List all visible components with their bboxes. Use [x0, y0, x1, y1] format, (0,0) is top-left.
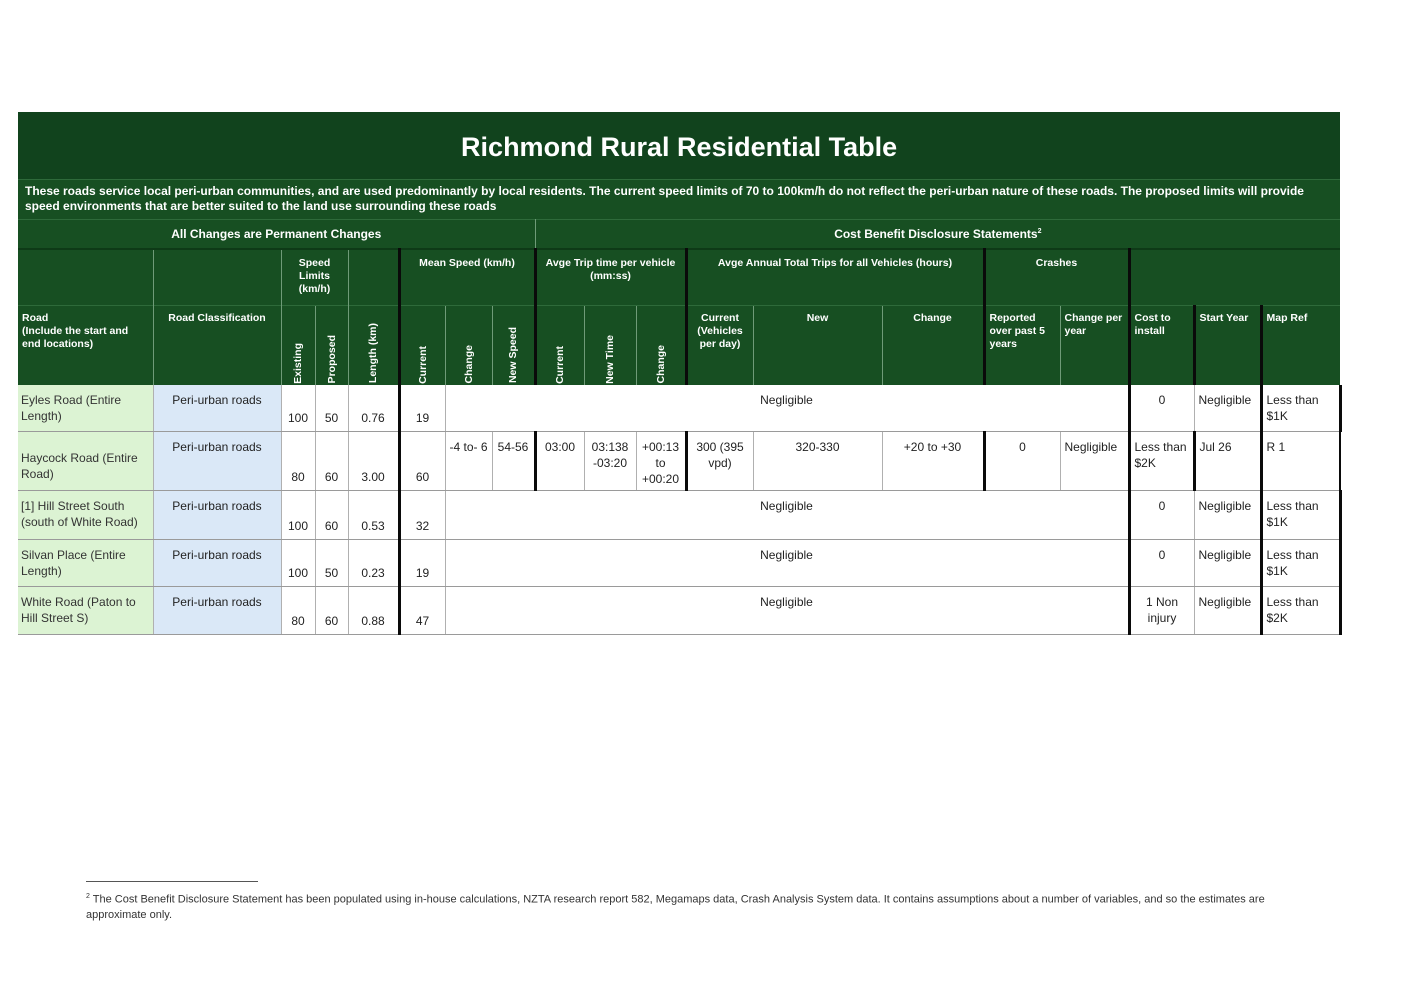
road-classification: Peri-urban roads [153, 539, 281, 586]
mean-speed-current: 60 [399, 431, 445, 490]
table-row [18, 431, 1340, 490]
crashes-reported: 0 [1129, 385, 1194, 431]
col-map-ref: Map Ref [1261, 305, 1340, 385]
col-trip-current-label: Current [554, 345, 566, 384]
existing-limit: 80 [281, 431, 315, 490]
crashes-reported: 0 [1129, 539, 1194, 586]
crashes-reported: 1 Non injury [1129, 586, 1194, 634]
cost-benefit-header [535, 219, 1340, 249]
table-description: These roads service local peri-urban communities, and are used predominantly by local residents. The current speed limits of 70 to 100km/h do not reflect the peri-urban nature of these roads. The proposed limits will provide speed environments that are better suited to the land use surrounding these roads [18, 179, 1340, 219]
start-year: Jul 26 [1194, 431, 1261, 490]
mean-speed-new: 54-56 [492, 431, 535, 490]
negligible-merged-cell: Negligible [445, 539, 1129, 586]
crashes-change: Negligible [1060, 431, 1129, 490]
column-header-row [18, 305, 1340, 385]
col-trip-new-time [584, 305, 636, 385]
road-name: Silvan Place (Entire Length) [18, 539, 153, 586]
footnote-marker: 2 [86, 893, 90, 900]
negligible-merged-cell: Negligible [445, 490, 1129, 539]
mean-speed-current: 19 [399, 539, 445, 586]
road-length: 3.00 [348, 431, 399, 490]
existing-limit: 80 [281, 586, 315, 634]
footnote-divider [86, 881, 258, 882]
road-name: [1] Hill Street South (south of White Road) [18, 490, 153, 539]
footnote [86, 889, 1326, 923]
proposed-limit: 60 [315, 490, 348, 539]
col-trip-new-time-label: New Time [604, 334, 616, 384]
col-length-label: Length (km) [367, 323, 379, 384]
cost-to-install: Less than $2K [1261, 586, 1340, 634]
road-classification: Peri-urban roads [153, 586, 281, 634]
group-blank-road [18, 249, 153, 305]
col-annual-new: New [753, 305, 882, 385]
col-road-classification: Road Classification [153, 305, 281, 385]
group-speed-limits: Speed Limits (km/h) [281, 249, 348, 305]
map-ref: R 1 [1261, 431, 1340, 490]
crashes-change: Negligible [1194, 490, 1261, 539]
col-trip-change [636, 305, 686, 385]
footnote-text: The Cost Benefit Disclosure Statement has been populated using in-house calculations, NZTA research report 582, Megamaps data, Crash Analysis System data. It contains assumptions about a number of variables, and so the estimates are approximate only. [86, 893, 1265, 921]
road-name: Haycock Road (Entire Road) [18, 431, 153, 490]
col-annual-current: Current (Vehicles per day) [686, 305, 753, 385]
col-trip-current [535, 305, 584, 385]
road-classification: Peri-urban roads [153, 490, 281, 539]
col-mean-current-label: Current [416, 345, 429, 384]
road-classification: Peri-urban roads [153, 431, 281, 490]
cost-to-install: Less than $2K [1129, 431, 1194, 490]
group-blank-class [153, 249, 281, 305]
col-road: Road (Include the start and end locations) [18, 305, 153, 385]
proposed-limit: 50 [315, 539, 348, 586]
col-mean-current [399, 305, 445, 385]
road-length: 0.88 [348, 586, 399, 634]
mean-speed-current: 32 [399, 490, 445, 539]
road-name: White Road (Paton to Hill Street S) [18, 586, 153, 634]
crashes-reported: 0 [984, 431, 1060, 490]
col-proposed-label: Proposed [325, 335, 338, 384]
road-length: 0.23 [348, 539, 399, 586]
col-crashes-change: Change per year [1060, 305, 1129, 385]
crashes-change: Negligible [1194, 385, 1261, 431]
col-start-year: Start Year [1194, 305, 1261, 385]
table-row [18, 385, 1340, 431]
group-crashes: Crashes [984, 249, 1129, 305]
group-trip-time: Avge Trip time per vehicle (mm:ss) [535, 249, 686, 305]
road-length: 0.76 [348, 385, 399, 431]
annual-trips-new: 320-330 [753, 431, 882, 490]
cost-to-install: Less than $1K [1261, 385, 1340, 431]
cost-benefit-label: Cost Benefit Disclosure Statements [834, 226, 1038, 241]
col-mean-change [445, 305, 492, 385]
col-cost: Cost to install [1129, 305, 1194, 385]
negligible-merged-cell: Negligible [445, 586, 1129, 634]
col-proposed [315, 305, 348, 385]
road-classification: Peri-urban roads [153, 385, 281, 431]
proposed-limit: 50 [315, 385, 348, 431]
trip-time-change: +00:13 to +00:20 [636, 431, 686, 490]
road-name: Eyles Road (Entire Length) [18, 385, 153, 431]
road-length: 0.53 [348, 490, 399, 539]
col-crashes-reported: Reported over past 5 years [984, 305, 1060, 385]
richmond-rural-residential-table [18, 112, 1341, 635]
crashes-change: Negligible [1194, 539, 1261, 586]
crashes-change: Negligible [1194, 586, 1261, 634]
crashes-reported: 0 [1129, 490, 1194, 539]
annual-trips-current: 300 (395 vpd) [686, 431, 753, 490]
trip-time-current: 03:00 [535, 431, 584, 490]
mean-speed-change: -4 to- 6 [445, 431, 492, 490]
table-title: Richmond Rural Residential Table [18, 112, 1340, 179]
cost-to-install: Less than $1K [1261, 490, 1340, 539]
existing-limit: 100 [281, 385, 315, 431]
permanent-changes-header: All Changes are Permanent Changes [18, 219, 535, 249]
group-mean-speed: Mean Speed (km/h) [399, 249, 535, 305]
negligible-merged-cell: Negligible [445, 385, 1129, 431]
trip-time-new: 03:138 -03:20 [584, 431, 636, 490]
group-header-row [18, 249, 1340, 305]
group-blank-length [348, 249, 399, 305]
mean-speed-current: 47 [399, 586, 445, 634]
annual-trips-change: +20 to +30 [882, 431, 984, 490]
cost-to-install: Less than $1K [1261, 539, 1340, 586]
mean-speed-current: 19 [399, 385, 445, 431]
col-mean-new-speed [492, 305, 535, 385]
table-row [18, 490, 1340, 539]
col-mean-new-speed-label: New Speed [507, 327, 519, 384]
table-row [18, 539, 1340, 586]
existing-limit: 100 [281, 539, 315, 586]
richmond-table-container [18, 112, 1340, 635]
col-existing-label: Existing [292, 342, 304, 384]
col-existing [281, 305, 315, 385]
col-length [348, 305, 399, 385]
proposed-limit: 60 [315, 586, 348, 634]
cost-benefit-footnote-ref: 2 [1037, 227, 1042, 235]
col-trip-change-label: Change [654, 344, 667, 384]
proposed-limit: 60 [315, 431, 348, 490]
group-blank-admin [1129, 249, 1340, 305]
col-annual-change: Change [882, 305, 984, 385]
group-annual-trips: Avge Annual Total Trips for all Vehicles (hours) [686, 249, 984, 305]
table-row [18, 586, 1340, 634]
col-mean-change-label: Change [462, 344, 475, 384]
existing-limit: 100 [281, 490, 315, 539]
